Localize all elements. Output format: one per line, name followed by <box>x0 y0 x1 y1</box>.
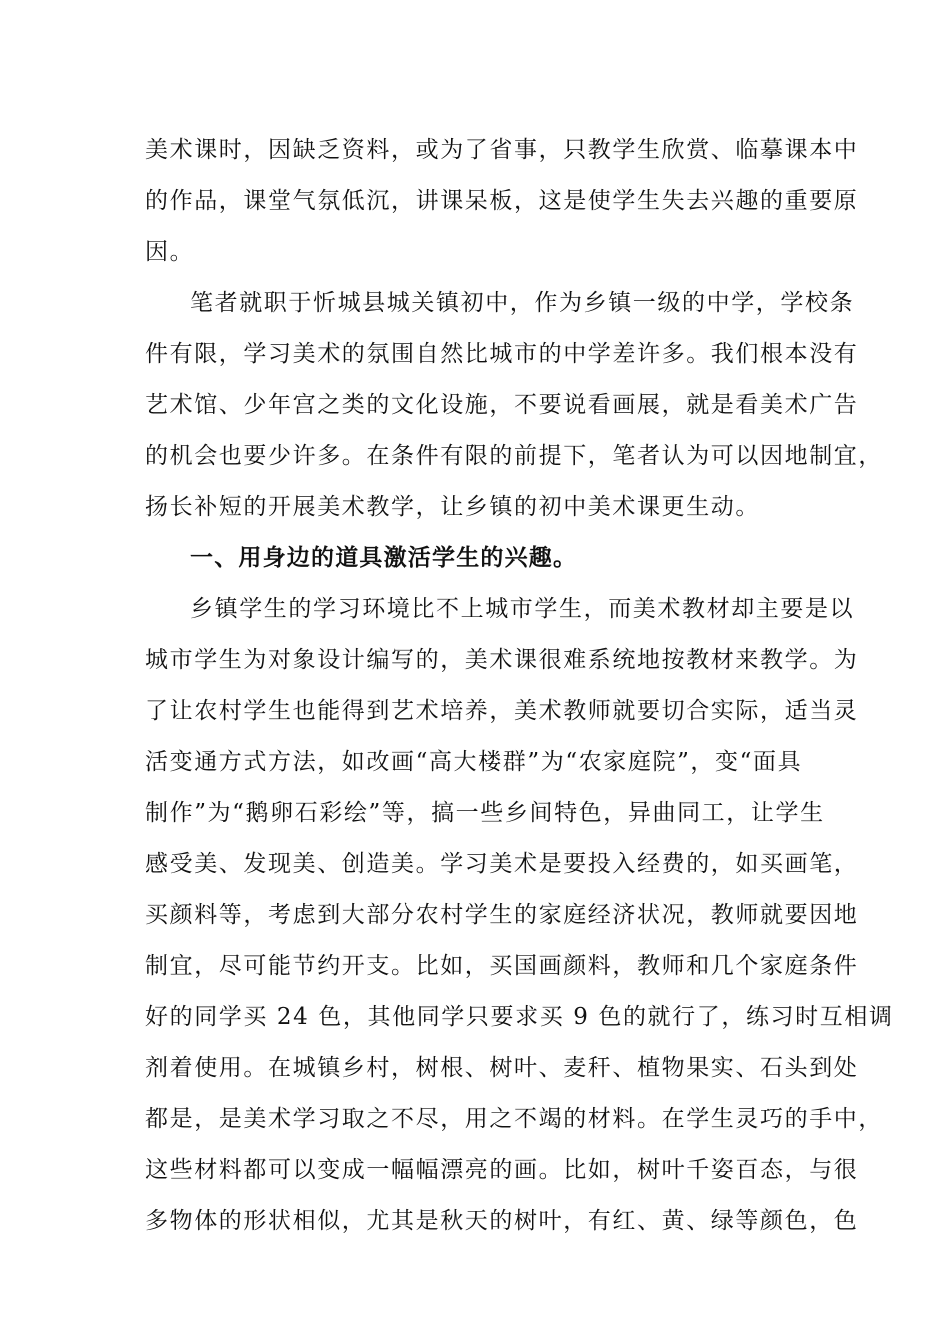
text-line: 艺术馆、少年宫之类的文化设施，不要说看画展，就是看美术广告 <box>145 392 859 418</box>
text-line: 买颜料等，考虑到大部分农村学生的家庭经济状况，教师就要因地 <box>145 902 859 928</box>
text-line: 剂着使用。在城镇乡村，树根、树叶、麦秆、植物果实、石头到处 <box>145 1055 859 1081</box>
text-line: 扬长补短的开展美术教学，让乡镇的初中美术课更生动。 <box>145 494 760 520</box>
text-line: 制宜，尽可能节约开支。比如，买国画颜料，教师和几个家庭条件 <box>145 953 859 979</box>
text-line: 的机会也要少许多。在条件有限的前提下，笔者认为可以因地制宜， <box>145 443 883 469</box>
text-line: 活变通方式方法，如改画“高大楼群”为“农家庭院”，变“面具 <box>145 749 803 775</box>
text-line: 好的同学买 24 色，其他同学只要求买 9 色的就行了，练习时互相调 <box>145 1004 894 1030</box>
text-line: 多物体的形状相似，尤其是秋天的树叶，有红、黄、绿等颜色，色 <box>145 1208 859 1234</box>
text-line: 了让农村学生也能得到艺术培养，美术教师就要切合实际，适当灵 <box>145 698 859 724</box>
text-line: 城市学生为对象设计编写的，美术课很难系统地按教材来教学。为 <box>145 647 859 673</box>
text-line: 都是，是美术学习取之不尽，用之不竭的材料。在学生灵巧的手中， <box>145 1106 883 1132</box>
paragraph-first-line: 笔者就职于忻城县城关镇初中，作为乡镇一级的中学，学校条 <box>190 290 855 316</box>
text-line: 的作品，课堂气氛低沉，讲课呆板，这是使学生失去兴趣的重要原 <box>145 188 859 214</box>
paragraph-first-line: 乡镇学生的学习环境比不上城市学生，而美术教材却主要是以 <box>190 596 855 622</box>
text-line: 感受美、发现美、创造美。学习美术是要投入经费的，如买画笔， <box>145 851 859 877</box>
section-heading: 一、用身边的道具激活学生的兴趣。 <box>190 545 578 571</box>
text-line: 因。 <box>145 239 195 265</box>
text-line: 这些材料都可以变成一幅幅漂亮的画。比如，树叶千姿百态，与很 <box>145 1157 859 1183</box>
text-line: 美术课时，因缺乏资料，或为了省事，只教学生欣赏、临摹课本中 <box>145 137 859 163</box>
text-line: 制作”为“鹅卵石彩绘”等，搞一些乡间特色，异曲同工，让学生 <box>145 800 825 826</box>
text-line: 件有限，学习美术的氛围自然比城市的中学差许多。我们根本没有 <box>145 341 859 367</box>
